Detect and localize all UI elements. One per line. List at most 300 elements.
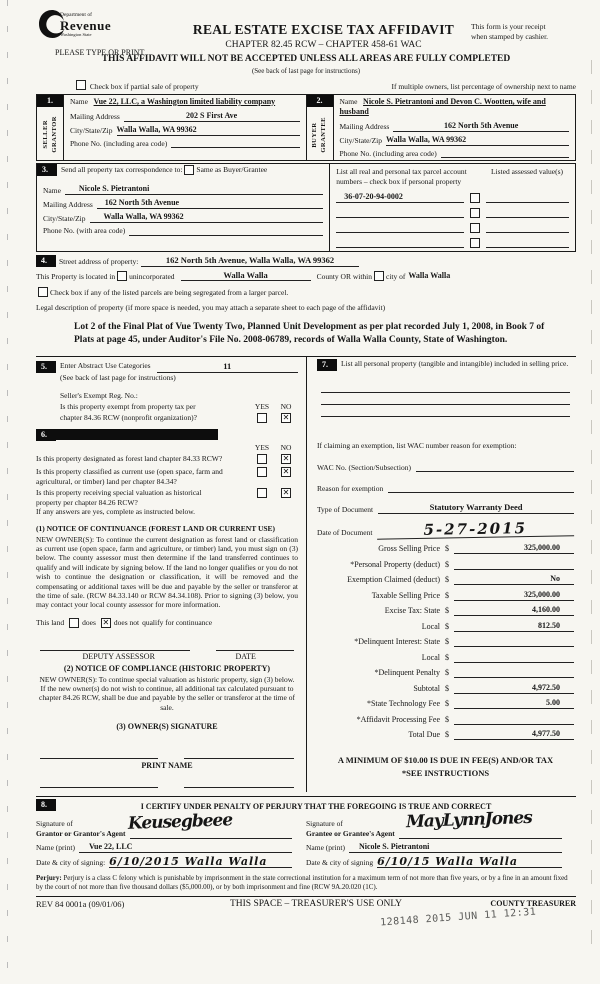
current-use-yes-checkbox[interactable] <box>257 467 267 477</box>
section3-number: 3. <box>37 164 57 176</box>
left-column <box>36 357 307 792</box>
fee-amount-line[interactable] <box>454 605 574 616</box>
abstract-field[interactable] <box>157 361 298 373</box>
personal-property-checkbox[interactable] <box>470 208 480 218</box>
historical-row <box>36 488 298 507</box>
buyer-name-label: Name <box>339 96 358 106</box>
corr-phone-field[interactable] <box>129 235 323 236</box>
fee-label: Excise Tax: State <box>384 606 440 616</box>
corr-name-field[interactable] <box>65 184 323 195</box>
buyer-mailing-value: 162 North 5th Avenue <box>444 120 519 130</box>
form-title: REAL ESTATE EXCISE TAX AFFIDAVIT <box>192 22 455 37</box>
seller-mailing-label: Mailing Address <box>70 112 120 122</box>
scan-edge-right <box>591 60 592 944</box>
fee-label: *Delinquent Interest: State <box>354 637 440 647</box>
dollar-sign: $ <box>445 621 449 631</box>
dollar-sign: $ <box>445 637 449 647</box>
print-name-line-2[interactable] <box>184 787 294 788</box>
corr-city-field[interactable] <box>90 212 324 223</box>
fee-amount-line[interactable] <box>454 714 574 725</box>
does-label: does <box>82 617 96 627</box>
this-land-label: This land <box>36 617 65 627</box>
dollar-sign: $ <box>445 575 449 585</box>
grantee-name-value: Nicole S. Pietrantoni <box>358 841 430 851</box>
exempt-q-line1: Is this property exempt from property tax per <box>60 401 196 411</box>
fee-value <box>560 636 574 645</box>
street-address-label: Street address of property: <box>59 257 139 267</box>
exempt-q-row2 <box>60 413 298 424</box>
rev-number: REV 84 0001a (09/01/06) <box>36 899 125 910</box>
logo-department-of: Department of <box>60 12 92 19</box>
historical-no-checkbox[interactable] <box>281 488 291 498</box>
dor-logo <box>36 8 176 42</box>
seller-phone-field[interactable] <box>171 147 299 148</box>
dollar-sign: $ <box>445 606 449 616</box>
section8-number: 8. <box>36 799 56 811</box>
abstract-value: 11 <box>223 361 232 372</box>
buyer-name-value: Nicole S. Pietrantoni and Devon C. Wootten, wife and husband <box>339 96 546 116</box>
parcel-number-line[interactable] <box>336 247 464 248</box>
assessed-value-line[interactable] <box>486 247 569 248</box>
print-name-line-1[interactable] <box>40 787 158 788</box>
notice2-body: NEW OWNER(S): To continue special valuation as historic property, sign (3) below. If the new owner(s) do not wish to continue, all additional tax calculated pursuant to chapter 84.26 RCW, shall be due and payable by the seller or transferor at the time of sale. <box>39 674 295 712</box>
minimum-line2: *SEE INSTRUCTIONS <box>401 767 490 778</box>
yes-header: YES <box>254 401 270 411</box>
fee-row <box>317 543 574 554</box>
reason-row <box>317 484 574 493</box>
buyer-city-label: City/State/Zip <box>339 136 382 146</box>
section1-number: 1. <box>37 95 63 107</box>
print-name-lines <box>36 787 298 788</box>
corr-phone-row <box>43 226 323 235</box>
county-suffix: County OR within <box>316 271 372 281</box>
grantor-date-label: Date & city of signing: <box>36 857 106 867</box>
section5-number: 5. <box>36 361 56 373</box>
partial-sale <box>36 80 199 91</box>
legal-label-row <box>36 303 576 312</box>
notice1-title: (1) NOTICE OF CONTINUANCE (FOREST LAND OR CURRENT USE) <box>36 524 276 534</box>
fee-row <box>317 590 574 601</box>
fee-value <box>560 714 574 723</box>
buyer-mailing-row <box>340 120 570 132</box>
exempt-yes-checkbox[interactable] <box>257 413 267 423</box>
unincorporated-checkbox[interactable] <box>117 271 127 281</box>
fee-row <box>317 683 574 694</box>
buyer-city-row <box>340 135 570 146</box>
fee-label: Subtotal <box>413 683 440 693</box>
section6-bar <box>36 429 298 441</box>
grantee-signature: MayLynnJones <box>405 807 533 833</box>
personal-property-lines <box>317 381 574 417</box>
grantor-signature-block <box>36 810 306 868</box>
legal-description-text: Lot 2 of the Final Plat of Vue Twenty Two, Planned Unit Development as per plat recorded July 1, 2008, in Book 7 of Plats at page 45, under Auditor's File No. 2008-06789, records of Walla Walla County, State of Washington. <box>74 321 545 346</box>
corr-mailing-field[interactable] <box>97 198 323 209</box>
seller-mailing-field[interactable] <box>124 110 300 122</box>
fee-label: Gross Selling Price <box>378 544 440 554</box>
deputy-assessor-label: DEPUTY ASSESSOR <box>82 651 155 661</box>
fee-row <box>317 729 574 740</box>
exempt-reg-label: Seller's Exempt Reg. No.: <box>60 390 138 400</box>
street-address-value: 162 North 5th Avenue, Walla Walla, WA 99362 <box>165 255 335 265</box>
personal-property-label: List all personal property (tangible and intangible) included in selling price. <box>341 359 569 369</box>
abstract-row <box>36 361 298 373</box>
perjury-text: Perjury is a class C felony which is punishable by imprisonment in the state correctional institution for a maximum term of not more than five years, or by a fine in an amount fixed by the court of not more than five thousand dollars ($5,000.00), or by both imprisonment and fine (RCW 9A.20.020 (1C). <box>36 873 568 892</box>
grantor-date-row <box>36 856 292 868</box>
fee-label: *Personal Property (deduct) <box>350 559 440 569</box>
exempt-yes-cell <box>250 413 274 424</box>
fee-row <box>317 621 574 632</box>
fee-value: 4,160.00 <box>532 605 560 615</box>
fee-amount-line[interactable] <box>454 574 574 585</box>
same-as-buyer-label: Same as Buyer/Grantee <box>196 165 268 175</box>
seller-grantor-label: SELLER GRANTOR <box>41 116 58 153</box>
section3-header <box>37 164 323 176</box>
deputy-lines <box>36 650 298 651</box>
notice2-title: (2) NOTICE OF COMPLIANCE (HISTORIC PROPERTY) <box>63 663 271 673</box>
s6-no-header: NO <box>280 442 292 452</box>
seller-mailing-row <box>70 110 300 122</box>
street-address-field[interactable] <box>141 255 358 267</box>
doc-type-row <box>317 502 574 514</box>
historical-yes-checkbox[interactable] <box>257 488 267 498</box>
doc-date-value: 5-27-2015 <box>423 519 528 539</box>
seller-city-label: City/State/Zip <box>70 126 113 136</box>
fee-amount-line[interactable] <box>454 621 574 632</box>
county-field[interactable] <box>181 270 311 282</box>
parcel-number-value: 36-07-20-94-0002 <box>344 191 403 201</box>
parcel-row <box>336 192 569 203</box>
dollar-sign: $ <box>445 559 449 569</box>
fee-amount-line[interactable] <box>454 729 574 740</box>
personal-property-line-2[interactable] <box>321 393 570 405</box>
grantor-name-field[interactable] <box>79 842 292 853</box>
dollar-sign: $ <box>445 699 449 709</box>
section8 <box>36 796 576 868</box>
middle-columns <box>36 356 576 792</box>
grantee-name-field[interactable] <box>349 842 562 853</box>
parcel-number-line[interactable] <box>336 192 464 203</box>
corr-name-value: Nicole S. Pietrantoni <box>78 184 150 194</box>
buyer-phone-label: Phone No. (including area code) <box>339 148 437 158</box>
fee-value: 4,972.50 <box>532 682 560 692</box>
fee-value <box>560 652 574 661</box>
wac-field[interactable] <box>416 471 574 472</box>
seller-name-row <box>70 97 300 107</box>
fee-row <box>317 652 574 663</box>
fee-amount-line[interactable] <box>454 683 574 694</box>
buyer-city-field[interactable] <box>386 135 569 146</box>
assessed-header: Listed assessed value(s) <box>490 167 564 177</box>
located-in-row <box>36 270 576 282</box>
no-header: NO <box>280 401 292 411</box>
fee-value: 325,000.00 <box>524 589 560 599</box>
receipt-line1: This form is your receipt <box>471 22 546 31</box>
perjury-label: Perjury: <box>36 873 62 882</box>
grantee-signature-line[interactable] <box>399 838 562 839</box>
fee-label: *Delinquent Penalty <box>374 668 440 678</box>
grantee-date-label: Date & city of signing <box>306 857 374 867</box>
treasurer-space-label: THIS SPACE – TREASURER'S USE ONLY <box>229 899 403 910</box>
personal-property-line-3[interactable] <box>321 405 570 417</box>
tax-correspondence-box <box>36 163 329 252</box>
personal-property-checkbox[interactable] <box>470 238 480 248</box>
seller-name-value: Vue 22, LLC, a Washington limited liability company <box>93 96 276 106</box>
doc-date-row <box>317 519 574 539</box>
forest-yes-checkbox[interactable] <box>257 454 267 464</box>
grantee-signature-block <box>306 807 576 868</box>
assessed-value-line[interactable] <box>486 232 569 233</box>
fee-amount-line[interactable] <box>454 590 574 601</box>
dollar-sign: $ <box>445 683 449 693</box>
located-prefix: This Property is located in <box>36 271 116 281</box>
personal-property-line-1[interactable] <box>321 381 570 393</box>
exempt-q-line2: chapter 84.36 RCW (nonprofit organization)? <box>60 413 197 423</box>
seller-mailing-value: 202 S First Ave <box>186 110 238 120</box>
grantee-name-row <box>306 842 562 853</box>
buyer-city-value: Walla Walla, WA 99362 <box>386 134 467 144</box>
forest-land-row <box>36 454 298 465</box>
parcel-number-line[interactable] <box>336 217 464 218</box>
pre-party-row <box>36 80 576 91</box>
forest-land-question: Is this property designated as forest land chapter 84.33 RCW? <box>36 454 223 464</box>
receipt-line2: when stamped by cashier. <box>471 31 549 41</box>
fee-value <box>560 667 574 676</box>
parcel-rows <box>336 192 569 248</box>
scan-edge-left <box>7 0 8 984</box>
abstract-label: Enter Abstract Use Categories <box>60 361 151 371</box>
corr-mailing-row <box>43 198 323 209</box>
city-of-label: city of <box>386 271 406 281</box>
logo-washington-state: Washington State <box>60 32 92 38</box>
seller-fields <box>64 95 306 160</box>
doc-date-field[interactable] <box>377 521 574 539</box>
grantor-name-label: Name (print) <box>36 842 75 852</box>
city-checkbox[interactable] <box>374 271 384 281</box>
corr-mailing-label: Mailing Address <box>43 199 93 209</box>
wac-row <box>317 463 574 472</box>
dollar-sign: $ <box>445 544 449 554</box>
print-name-label: PRINT NAME <box>141 761 193 771</box>
segregated-row <box>36 287 576 297</box>
correspondence-fields <box>37 184 323 235</box>
owner-sig-lines <box>36 758 298 759</box>
grantor-name-row <box>36 842 292 853</box>
fee-amount-line[interactable] <box>454 652 574 663</box>
grantee-sig-label: Signature of Grantee or Grantee's Agent <box>306 819 395 838</box>
parties-section <box>36 94 576 161</box>
seller-city-field[interactable] <box>117 125 300 136</box>
buyer-mailing-field[interactable] <box>393 120 569 132</box>
form-subtitle: CHAPTER 82.45 RCW – CHAPTER 458-61 WAC <box>225 39 422 50</box>
header-title-block <box>176 8 471 52</box>
section4 <box>36 255 576 313</box>
grantor-signature-line[interactable] <box>130 838 292 839</box>
city-value: Walla Walla <box>408 271 451 281</box>
parcel-header-text: List all real and personal tax parcel account numbers – check box if personal property <box>336 167 467 186</box>
fee-label: *Affidavit Processing Fee <box>356 714 440 724</box>
grantor-date-field[interactable] <box>109 856 292 868</box>
fee-row <box>317 667 574 678</box>
buyer-mailing-label: Mailing Address <box>339 122 390 132</box>
corr-city-value: Walla Walla, WA 99362 <box>103 212 184 222</box>
seller-side <box>37 95 64 160</box>
please-type-or-print: PLEASE TYPE OR PRINT <box>55 48 145 57</box>
seller-phone-label: Phone No. (including area code) <box>70 138 168 148</box>
seller-box <box>37 95 306 160</box>
deputy-date-label: DATE <box>235 651 256 661</box>
corr-city-row <box>43 212 323 223</box>
segregated-label: Check box if any of the listed parcels are being segregated from a larger parcel. <box>50 287 289 297</box>
county-value: Walla Walla <box>223 269 268 280</box>
county-treasurer-label: COUNTY TREASURER <box>490 899 576 909</box>
dollar-sign: $ <box>445 730 449 740</box>
seller-city-value: Walla Walla, WA 99362 <box>116 124 197 134</box>
doc-type-field[interactable] <box>378 502 574 514</box>
corr-city-label: City/State/Zip <box>43 213 86 223</box>
minimum-line1: A MINIMUM OF $10.00 IS DUE IN FEE(S) AND/OR TAX <box>337 755 554 766</box>
personal-property-checkbox[interactable] <box>470 193 480 203</box>
corr-mailing-value: 162 North 5th Avenue <box>104 198 180 208</box>
fee-amount-line[interactable] <box>454 543 574 554</box>
exempt-q-row1 <box>60 402 298 411</box>
parcel-number-line[interactable] <box>336 232 464 233</box>
fee-row <box>317 605 574 616</box>
receipt-note <box>471 8 576 42</box>
dollar-sign: $ <box>445 652 449 662</box>
deputy-assessor-line[interactable] <box>40 650 190 651</box>
partial-sale-checkbox[interactable] <box>76 80 86 90</box>
fee-row <box>317 714 574 725</box>
dollar-sign: $ <box>445 714 449 724</box>
deputy-date-line[interactable] <box>216 650 294 651</box>
fee-amount-line[interactable] <box>454 698 574 709</box>
dollar-sign: $ <box>445 668 449 678</box>
fee-label: Total Due <box>408 730 440 740</box>
wac-label: WAC No. (Section/Subsection) <box>317 462 411 472</box>
current-use-no-checkbox[interactable] <box>281 467 291 477</box>
fee-row <box>317 559 574 570</box>
qualify-label: qualify for continuance <box>142 617 213 627</box>
fee-value: 812.50 <box>538 620 560 630</box>
personal-property-checkbox[interactable] <box>470 223 480 233</box>
doc-date-label: Date of Document <box>317 528 373 538</box>
unincorporated-label: unincorporated <box>129 271 175 281</box>
seller-phone-row <box>70 139 300 148</box>
fee-value: No <box>550 574 560 584</box>
dollar-sign: $ <box>445 590 449 600</box>
grantee-date-field[interactable] <box>377 856 562 868</box>
form-header <box>36 8 576 52</box>
current-use-question: Is this property classified as current use (open space, farm and agricultural, or timber) land per chapter 84.34? <box>36 467 223 486</box>
corr-name-label: Name <box>43 185 61 195</box>
forest-no-checkbox[interactable] <box>281 454 291 464</box>
does-not-checkbox[interactable] <box>101 618 111 628</box>
minimum-note <box>317 754 574 779</box>
exemption-note: If claiming an exemption, list WAC number reason for exemption: <box>317 441 517 451</box>
fee-label: Taxable Selling Price <box>371 590 440 600</box>
fee-label: *State Technology Fee <box>366 699 440 709</box>
this-land-row <box>36 618 298 628</box>
street-address-row <box>36 255 576 267</box>
exempt-no-checkbox[interactable] <box>281 413 291 423</box>
buyer-side <box>307 95 334 160</box>
warning-line: THIS AFFIDAVIT WILL NOT BE ACCEPTED UNLESS ALL AREAS ARE FULLY COMPLETED <box>101 53 511 64</box>
buyer-phone-row <box>340 149 570 158</box>
logo-revenue: Revenue <box>60 18 112 34</box>
fee-value: 325,000.00 <box>524 543 560 553</box>
owner-signature-line-2[interactable] <box>184 758 294 759</box>
exempt-no-cell <box>274 413 298 424</box>
fee-row <box>317 574 574 585</box>
grantee-date-value: 6/10/15 Walla Walla <box>377 854 519 868</box>
fee-label: Local <box>421 621 440 631</box>
section3 <box>36 163 576 252</box>
fee-label: Local <box>421 652 440 662</box>
segregated-checkbox[interactable] <box>38 287 48 297</box>
buyer-phone-field[interactable] <box>441 157 569 158</box>
same-as-buyer-checkbox[interactable] <box>184 165 194 175</box>
notice1-body: NEW OWNER(S): To continue the current designation as forest land or classification as current use (open space, farm and agriculture, or timber) land, you must sign on (3) below. The county assessor must then determine if the land transferred continues to qualify and will indicate by signing below. If the land no longer qualifies or you do not wish to continue the designation or classification, it will be removed and the compensating or additional taxes will be due and payable by the seller or transferor at the time of sale. (RCW 84.33.140 or RCW 84.34.108). Prior to signing (3) below, you may contact your local county assessor for more information. <box>36 534 298 610</box>
historical-question: Is this property receiving special valuation as historical property per chapter 84.26 RCW? <box>36 488 202 507</box>
multiple-owners-note: If multiple owners, list percentage of ownership next to name <box>391 82 576 92</box>
section7-header <box>317 359 574 371</box>
reason-field[interactable] <box>388 492 574 493</box>
parcel-row <box>336 238 569 248</box>
doc-type-value: Statutory Warranty Deed <box>429 502 523 513</box>
partial-sale-label: Check box if partial sale of property <box>89 82 199 92</box>
assessed-value-line[interactable] <box>486 217 569 218</box>
right-column <box>307 357 576 792</box>
parcel-header <box>336 167 569 187</box>
seller-name-label: Name <box>70 96 88 106</box>
grantor-sig-label: Signature of Grantor or Grantor's Agent <box>36 819 126 838</box>
if-yes-note: If any answers are yes, complete as instructed below. <box>36 506 196 516</box>
seller-city-row <box>70 125 300 136</box>
section2-number: 2. <box>307 95 333 107</box>
certify-statement: I CERTIFY UNDER PENALTY OF PERJURY THAT THE FOREGOING IS TRUE AND CORRECT <box>140 802 492 812</box>
deputy-labels <box>36 652 298 662</box>
owner-signature-line-1[interactable] <box>40 758 158 759</box>
section4-number: 4. <box>36 255 56 267</box>
current-use-row <box>36 467 298 486</box>
fee-label: Exemption Claimed (deduct) <box>347 575 440 585</box>
section7-number: 7. <box>317 359 337 371</box>
fee-table <box>317 543 574 740</box>
doc-type-label: Type of Document <box>317 504 374 514</box>
fee-amount-line[interactable] <box>454 636 574 647</box>
grantee-name-label: Name (print) <box>306 842 345 852</box>
fee-amount-line[interactable] <box>454 559 574 570</box>
corr-phone-label: Phone No. (with area code) <box>43 226 126 236</box>
grantee-date-row <box>306 856 562 868</box>
fee-amount-line[interactable] <box>454 667 574 678</box>
does-checkbox[interactable] <box>69 618 79 628</box>
grantor-date-value: 6/10/2015 Walla Walla <box>109 854 268 868</box>
buyer-box <box>306 95 576 160</box>
fee-row <box>317 698 574 709</box>
fee-value <box>560 559 574 568</box>
reason-label: Reason for exemption <box>317 483 384 493</box>
grantor-name-value: Vue 22, LLC <box>88 841 133 851</box>
assessed-value-line[interactable] <box>486 202 569 203</box>
parcel-row <box>336 208 569 218</box>
fee-value: 5.00 <box>546 698 560 708</box>
fee-value: 4,977.50 <box>532 729 560 739</box>
s6-yes-header: YES <box>254 442 270 452</box>
logo-text <box>60 12 111 38</box>
buyer-name-row <box>340 97 570 117</box>
grantor-signature: Keusegbeee <box>127 810 233 834</box>
